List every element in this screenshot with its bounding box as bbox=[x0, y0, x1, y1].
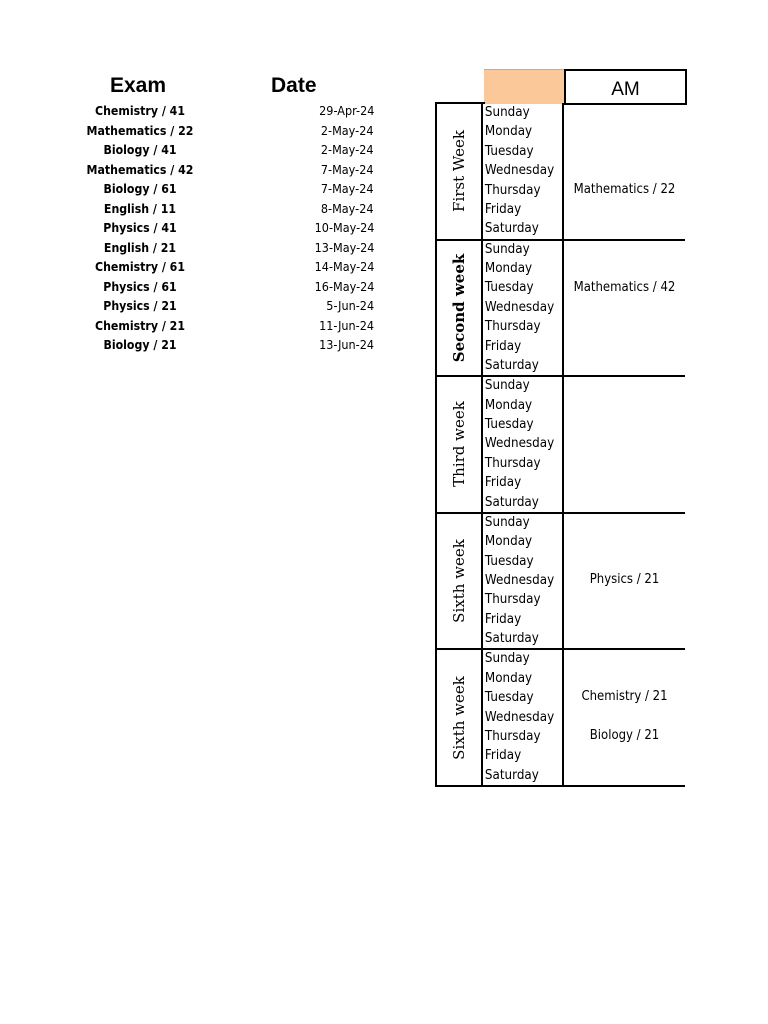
am-exam-entry: Mathematics / 42 bbox=[573, 279, 676, 295]
day-column bbox=[484, 103, 564, 240]
exam-name: Biology / 41 bbox=[103, 142, 177, 157]
exam-date: 7-May-24 bbox=[321, 161, 374, 177]
highlight-header-cell bbox=[484, 69, 564, 104]
exam-row bbox=[60, 337, 380, 357]
day-label: Wednesday bbox=[484, 299, 555, 315]
day-column bbox=[484, 240, 564, 377]
day-column bbox=[484, 376, 564, 513]
day-label: Sunday bbox=[484, 241, 530, 257]
exam-name: Chemistry / 61 bbox=[94, 259, 185, 274]
day-label: Tuesday bbox=[484, 416, 534, 432]
week-divider bbox=[435, 375, 685, 377]
date-column-header: Date bbox=[271, 74, 317, 97]
am-exam-entry: Chemistry / 21 bbox=[581, 689, 668, 705]
exam-date: 10-May-24 bbox=[314, 220, 374, 235]
day-label: Monday bbox=[484, 260, 533, 276]
week-label-cell bbox=[435, 240, 483, 377]
exam-date: 11-Jun-24 bbox=[319, 317, 374, 333]
exam-name: Physics / 61 bbox=[103, 278, 177, 294]
week-block bbox=[435, 103, 685, 240]
exam-name: Biology / 21 bbox=[103, 337, 177, 352]
exam-row bbox=[60, 201, 380, 221]
exam-date: 29-Apr-24 bbox=[318, 103, 374, 118]
week-label: Sixth week bbox=[450, 675, 468, 760]
day-column bbox=[484, 649, 564, 786]
week-block bbox=[435, 649, 685, 786]
exam-row bbox=[60, 103, 380, 123]
day-label: Friday bbox=[484, 611, 522, 627]
exam-name: English / 11 bbox=[103, 200, 177, 216]
exam-date: 8-May-24 bbox=[321, 200, 374, 216]
day-label: Thursday bbox=[484, 455, 541, 471]
exam-date: 13-May-24 bbox=[314, 239, 374, 255]
exam-name: Chemistry / 21 bbox=[94, 317, 185, 333]
day-label: Thursday bbox=[484, 592, 541, 608]
day-label: Thursday bbox=[484, 182, 541, 198]
day-label: Thursday bbox=[484, 319, 541, 335]
day-label: Saturday bbox=[484, 767, 539, 783]
week-label: Sixth week bbox=[450, 539, 468, 623]
week-label-cell bbox=[435, 649, 483, 786]
am-exam-entry: Mathematics / 22 bbox=[573, 182, 676, 197]
exam-date: 14-May-24 bbox=[314, 259, 374, 274]
day-label: Saturday bbox=[484, 357, 539, 373]
day-label: Saturday bbox=[484, 631, 539, 647]
exam-column-header: Exam bbox=[110, 74, 167, 97]
exam-name: Mathematics / 42 bbox=[86, 161, 194, 177]
exam-name: English / 21 bbox=[103, 239, 177, 255]
day-label: Wednesday bbox=[484, 709, 555, 725]
am-column bbox=[564, 240, 685, 377]
week-label: Third week bbox=[450, 401, 468, 488]
day-label: Sunday bbox=[484, 105, 530, 120]
exam-date: 13-Jun-24 bbox=[319, 337, 374, 352]
am-exam-entry: Physics / 21 bbox=[589, 572, 660, 588]
day-label: Monday bbox=[484, 670, 533, 686]
day-label: Thursday bbox=[484, 728, 541, 744]
day-label: Tuesday bbox=[484, 280, 534, 296]
am-exam-entry: Biology / 21 bbox=[589, 728, 660, 744]
day-label: Tuesday bbox=[484, 553, 534, 569]
day-label: Wednesday bbox=[484, 163, 555, 179]
exam-name: Chemistry / 41 bbox=[94, 103, 185, 118]
exam-row bbox=[60, 162, 380, 182]
exam-row bbox=[60, 123, 380, 143]
day-label: Monday bbox=[484, 534, 533, 550]
day-label: Monday bbox=[484, 397, 533, 413]
exam-name: Mathematics / 22 bbox=[86, 122, 194, 138]
day-label: Friday bbox=[484, 475, 522, 491]
day-label: Saturday bbox=[484, 494, 539, 510]
am-column bbox=[564, 103, 685, 240]
day-label: Monday bbox=[484, 124, 533, 140]
day-label: Sunday bbox=[484, 378, 530, 394]
exam-row bbox=[60, 181, 380, 201]
am-column bbox=[564, 376, 685, 513]
day-label: Friday bbox=[484, 201, 522, 217]
exam-row bbox=[60, 318, 380, 338]
exam-row bbox=[60, 279, 380, 299]
exam-date: 5-Jun-24 bbox=[326, 298, 374, 313]
day-label: Friday bbox=[484, 338, 522, 354]
day-label: Saturday bbox=[484, 221, 539, 237]
exam-date: 2-May-24 bbox=[321, 122, 374, 138]
week-label-cell bbox=[435, 513, 483, 650]
day-column bbox=[484, 513, 564, 650]
week-block bbox=[435, 376, 685, 513]
exam-list bbox=[60, 103, 380, 357]
week-divider bbox=[435, 102, 485, 104]
exam-date: 7-May-24 bbox=[321, 181, 374, 196]
week-label-cell bbox=[435, 376, 483, 513]
am-column bbox=[564, 649, 685, 786]
exam-date: 16-May-24 bbox=[314, 278, 374, 294]
week-divider bbox=[435, 239, 685, 241]
week-divider bbox=[435, 648, 685, 650]
day-label: Tuesday bbox=[484, 143, 534, 159]
am-column bbox=[564, 513, 685, 650]
exam-name: Physics / 41 bbox=[103, 220, 177, 235]
am-column-header: AM bbox=[564, 69, 687, 105]
day-label: Wednesday bbox=[484, 436, 555, 452]
exam-row bbox=[60, 298, 380, 318]
day-label: Wednesday bbox=[484, 572, 555, 588]
week-block bbox=[435, 513, 685, 650]
day-label: Tuesday bbox=[484, 690, 534, 706]
week-block bbox=[435, 240, 685, 377]
exam-row bbox=[60, 142, 380, 162]
exam-row bbox=[60, 259, 380, 279]
exam-row bbox=[60, 240, 380, 260]
day-label: Friday bbox=[484, 748, 522, 764]
week-label: Second week bbox=[450, 253, 468, 363]
exam-name: Physics / 21 bbox=[103, 298, 177, 313]
day-label: Sunday bbox=[484, 651, 530, 667]
week-label-cell bbox=[435, 103, 483, 240]
exam-name: Biology / 61 bbox=[103, 181, 177, 196]
week-divider bbox=[435, 785, 685, 787]
week-label: First Week bbox=[450, 130, 468, 213]
exam-date: 2-May-24 bbox=[321, 142, 374, 157]
day-label: Sunday bbox=[484, 514, 530, 530]
exam-row bbox=[60, 220, 380, 240]
week-divider bbox=[435, 512, 685, 514]
